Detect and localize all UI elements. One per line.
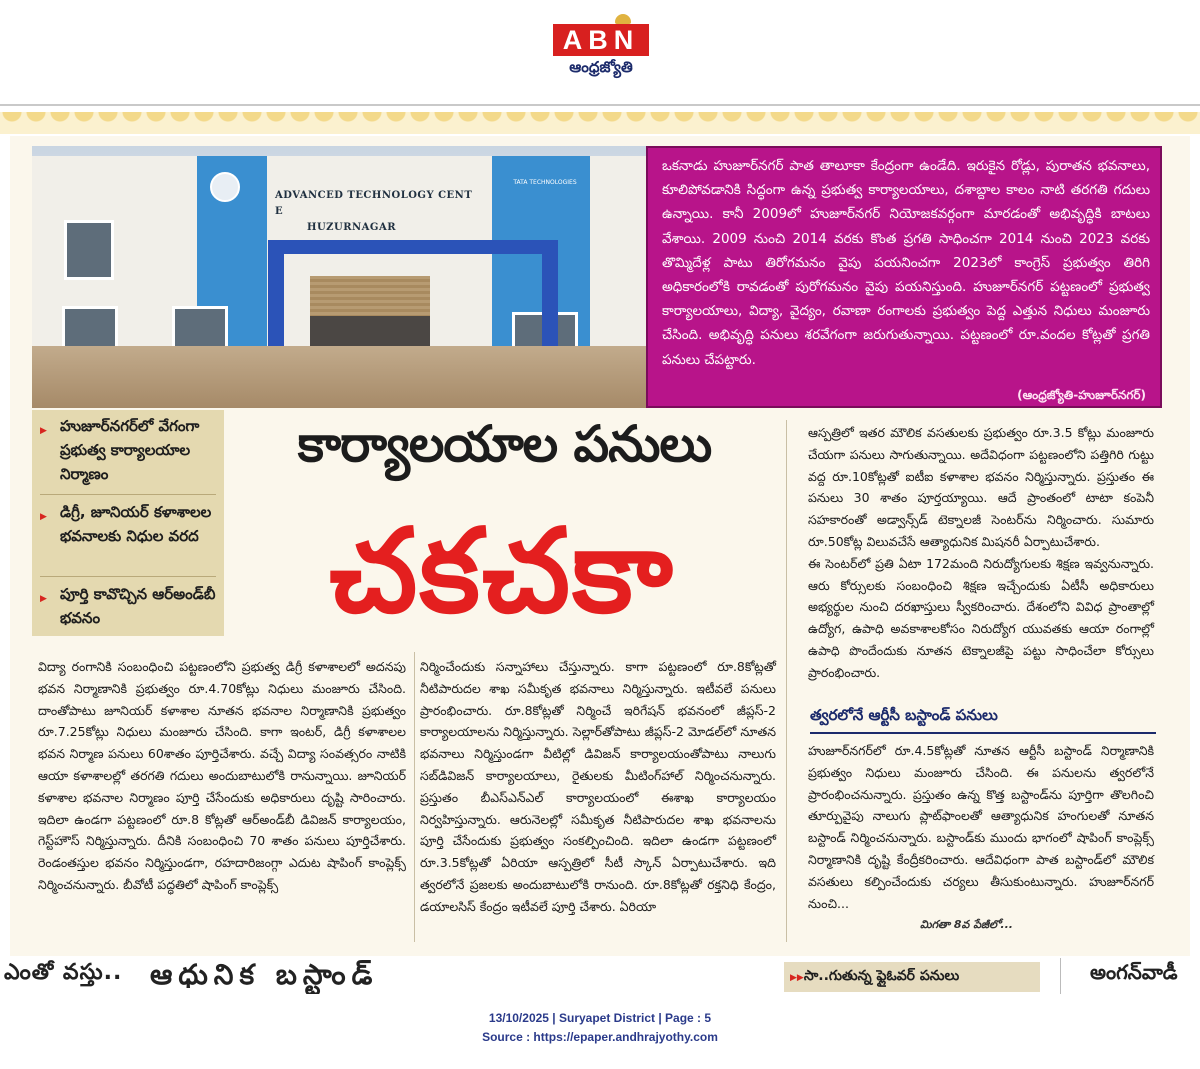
teaser-left: ఎంతో వస్తు.. xyxy=(4,960,123,985)
article-column-3: ఆస్పత్రిలో ఇతర మౌలిక వసతులకు ప్రభుత్వం రూ.3.5 కోట్లు మంజూరు చేయగా పనులు సాగుతున్నాయి. అదేవిధంగా పట్టణంలోని పత్తిగిరి గుట్టు వద్ద రూ.10కోట్లతో ఐటీఐ కళాశాల భవనం నిర్మిస్తున్నారు. ప్రస్తుతం ఈ పనులు 30 శాతం పూర్తయ్యాయి. ఆదే ప్రాంతంలో టాటా కంపెనీ సహకారంతో అడ్వాన్స్‌డ్ టెక్నాలజీ సెంటర్‌ను నిర్మించారు. సుమారు రూ.50కోట్ల విలువచేసే ఆత్యాధునిక మిషనరీ ఏర్పాటుచేశారు. ఈ సెంటర్‌లో ప్రతి ఏటా 172మంది నిరుద్యోగులకు శిక్షణ ఇవ్వనున్నారు. ఆరు కోర్సులకు సంబంధించి శిక్షణ ఇచ్చేందుకు ఏటీసీ అధికారులు అభ్యర్థుల నుంచి దరఖాస్తులు స్వీకరించారు. దేశంలోని వివిధ ప్రాంతాల్లో ఉద్యోగ, ఉపాధి అవకాశాలకోసం నిరుద్యోగ యువతకు ఆయా రంగాల్లో ఉపాధి పొందేందుకు నూతన టెక్నాలజీపై పట్టు సాధించేలా కోర్సులు ప్రారంభించారు. xyxy=(808,425,1154,680)
column-divider xyxy=(414,652,415,942)
tata-label: TATA TECHNOLOGIES xyxy=(513,179,577,186)
decorative-border xyxy=(0,112,1200,134)
intro-box xyxy=(646,146,1162,408)
masthead-divider xyxy=(0,104,1200,106)
article-column-3b: హుజూర్‌నగర్‌లో రూ.4.5కోట్లతో నూతన ఆర్టీసీ బస్టాండ్ నిర్మాణానికి ప్రభుత్వం నిధులు మంజూరు చేసింది. ఈ పనులను త్వరలోనే ప్రారంభించనున్నారు. ప్రస్తుతం ఉన్న కొత్త బస్టాండ్‌ను పూర్తిగా తొలగించి తూర్పువైపు నాలుగు ప్లాట్‌ఫాంలతో ఆత్యాధునిక హంగులతో నూతన బస్టాండ్ నిర్మించనున్నారు. బస్టాండ్‌కు ముందు భాగంలో షాపింగ్ కాంప్లెక్స్ నిర్మాణానికి దృష్టి కేంద్రీకరించారు. ఆదేవిధంగా పాత బస్టాండ్‌లో మౌలిక వసతులు కల్పించేందుకు చర్యలు తీసుకుంటున్నారు. హుజూర్‌నగర్ నుంచి... xyxy=(808,743,1154,911)
sign-line-1: ADVANCED TECHNOLOGY CENT E xyxy=(275,190,473,217)
column-divider xyxy=(786,420,787,942)
article-column-1: విద్యా రంగానికి సంబంధించి పట్టణంలోని ప్రభుత్వ డిగ్రీ కళాశాలలో అదనపు భవన నిర్మాణానికి ప్రభుత్వం రూ.4.70కోట్లు నిధులు మంజూరు చేసింది. దాంతోపాటు జూనియర్ కళాశాల నూతన భవనాల నిర్మాణానికి ప్రభుత్వం రూ.7.25కోట్లు నిధులు మంజూరు చేసింది. కాగా ఇంటర్, డిగ్రీ కళాశాలల భవన నిర్మాణ పనులు 60శాతం పూర్తిచేశారు. వచ్చే విద్యా సంవత్సరం నాటికి ఆయా కళాశాలల్లో తరగతి గదులు అందుబాటులోకి రానున్నాయి. జూనియర్ కళాశాల భవనాల నిర్మాణం పూర్తి చేసేందుకు అధికారులు దృష్టి సారించారు. ఇదిలా ఉండగా పట్టణంలో రూ.8 కోట్లతో ఆర్‌అండ్‌బీ డివిజన్ కార్యాలయం, గెస్ట్‌హౌస్ నిర్మిస్తున్నారు. దీనికి సంబంధించి 70 శాతం పనులు పూర్తిచేశారు. రెండంతస్తుల భవనం నిర్మిస్తుండగా, రహదారిజంగ్గా ఎదుట షాపింగ్ కాంప్లెక్స్ నిర్మించనున్నారు. బీవోటీ పద్ధతిలో షాపింగ్ కాంప్లెక్స్ xyxy=(38,659,406,892)
building-sign xyxy=(275,188,475,236)
highlight-item: ▶ డిగ్రీ, జూనియర్ కళాశాలల భవనాలకు నిధుల వరద xyxy=(40,500,224,548)
sign-line-2: HUZURNAGAR xyxy=(307,222,397,233)
highlights-sidebar xyxy=(32,410,224,636)
footer-source-line: Source : https://epaper.andhrajyothy.com xyxy=(482,1030,718,1044)
article-subheading: త్వరలోనే ఆర్టీసీ బస్టాండ్ పనులు xyxy=(810,706,998,724)
teaser-right: అంగన్‌వాడీ xyxy=(1090,960,1178,984)
teaser-middle: ఆధునిక బస్టాండ్ xyxy=(150,958,379,991)
teaser-box xyxy=(784,962,1040,992)
crown-icon xyxy=(615,14,631,24)
logo-text: ABN xyxy=(553,24,649,56)
logo-subtitle: ఆంధ్రజ్యోతి xyxy=(569,58,633,76)
teaser-strip xyxy=(0,958,1200,994)
highlight-item: ▶ పూర్తి కావొచ్చిన ఆర్‌అండ్‌బీ భవనం xyxy=(40,582,224,630)
abn-logo xyxy=(553,14,649,82)
intro-text: ఒకనాడు హుజూర్‌నగర్ పాత తాలూకా కేంద్రంగా ఉండేది. ఇరుకైన రోడ్లు, పురాతన భవనాలు, కూలిపోవడానికి సిద్ధంగా ఉన్న ప్రభుత్వ కార్యాలయాలు, దశాబ్దాల కాలం నాటి తరగతి గదులు ఉన్నాయి. కానీ 2009లో హుజూర్‌నగర్ నియోజకవర్గంగా మారడంతో అభివృద్ధికి బాటలు వేశాయి. 2009 నుంచి 2014 వరకు కొంత ప్రగతి సాధించగా 2014 నుంచి 2023 వరకు తొమ్మిదేళ్ల పాటు తిరోగమనం వైపు పయనించగా 2023లో కాంగ్రెస్ ప్రభుత్వం తిరిగి అధికారంలోకి రావడంతో పురోగమనం వైపు పయనిస్తుంది. హుజూర్‌నగర్ పట్టణంలో ప్రభుత్వ కార్యాలయాలు, విద్యా, వైద్యం, రవాణా రంగాలకు ప్రభుత్వం పెద్ద ఎత్తున నిధులు మంజూరు చేసింది. అభివృద్ధి పనులు శరవేగంగా జరుగుతున్నాయి. పట్టణంలో రూ.వందల కోట్లతో ప్రగతి పనులు చేపట్టారు. xyxy=(662,158,1150,368)
teaser-box-text: ▶▶ సా..గుతున్న ఫ్లైఓవర్ పనులు xyxy=(790,968,959,987)
subheading-rule xyxy=(810,732,1156,734)
intro-byline: (ఆంధ్రజ్యోతి-హుజూర్‌నగర్) xyxy=(1017,388,1146,402)
highlight-item: ▶ హుజూర్‌నగర్‌లో వేగంగా ప్రభుత్వ కార్యాలయాల నిర్మాణం xyxy=(40,414,224,486)
headline-line-1: కార్యాలయాల పనులు xyxy=(297,415,712,473)
continued-note: మిగతా 8వ పేజీలో... xyxy=(920,918,1013,931)
footer-date-line: 13/10/2025 | Suryapet District | Page : 5 xyxy=(488,1011,712,1025)
emblem-icon xyxy=(210,172,240,202)
shutter xyxy=(310,276,430,316)
article-column-2: నిర్మించేందుకు సన్నాహాలు చేస్తున్నారు. కాగా పట్టణంలో రూ.8కోట్లతో నీటిపారుదల శాఖ సమీకృత భవనాలు నిర్మిస్తున్నారు. ఇటీవలే పనులు ప్రారంభించారు. రూ.8కోట్లతో నిర్మించే ఇరిగేషన్ భవనంలో జీప్లస్-2 కార్యాలయాలను నిర్మిస్తున్నారు. సెల్లార్‌తోపాటు జీప్లస్-2 మోడల్‌లో నూతన భవనాలు నిర్మిస్తుండగా వీటిల్లో డివిజన్ కార్యాలయంతోపాటు నాలుగు సబ్‌డివిజన్ కార్యాలయాలు, రైతులకు మీటింగ్‌హాల్ నిర్మించనున్నారు. ప్రస్తుతం బీఎస్ఎన్ఎల్ కార్యాలయంలో ఈశాఖ కార్యాలయం నిర్వహిస్తున్నారు. ఆరునెలల్లో సమీకృత నీటిపారుదల శాఖ భవనాలను పూర్తి చేసేందుకు ప్రభుత్వం సంకల్పించింది. ఇదిలా ఉండగా పట్టణంలో రూ.3.5కోట్లతో ఏరియా ఆస్పత్రిలో సీటీ స్కాన్ ఏర్పాటుచేశారు. ఇది త్వరలోనే ప్రజలకు అందుబాటులోకి రానుంది. రూ.8కోట్లతో రక్తనిధి కేంద్రం, డయాలసిస్ కేంద్రం ఇటీవలే పూర్తి చేశారు. ఏరియా xyxy=(420,659,776,914)
headline-line-2: చకచకా xyxy=(329,504,675,639)
